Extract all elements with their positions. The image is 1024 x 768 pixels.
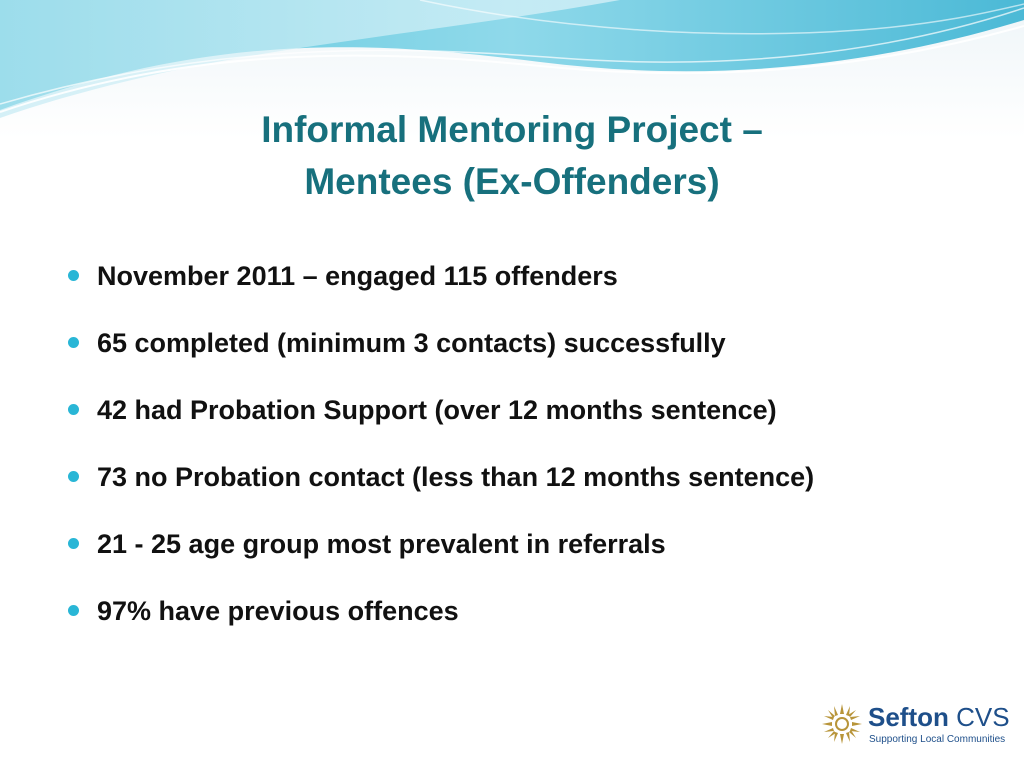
bullet-item bbox=[68, 526, 814, 593]
bullet-text: 65 completed (minimum 3 contacts) successfully bbox=[97, 328, 726, 358]
bullet-text: 21 - 25 age group most prevalent in referrals bbox=[97, 529, 666, 559]
sefton-cvs-logo bbox=[822, 702, 1012, 752]
logo-name-suffix: CVS bbox=[956, 702, 1010, 732]
bullet-item bbox=[68, 392, 814, 459]
bullet-text: 42 had Probation Support (over 12 months sentence) bbox=[97, 395, 777, 425]
bullet-item bbox=[68, 258, 814, 325]
sunburst-icon bbox=[822, 704, 862, 744]
bullet-text: 73 no Probation contact (less than 12 months sentence) bbox=[97, 462, 815, 492]
logo-wordmark bbox=[868, 702, 1010, 732]
slide-title bbox=[0, 104, 1024, 208]
bullet-marker-icon bbox=[68, 337, 79, 348]
bullet-item bbox=[68, 459, 814, 526]
bullet-text: 97% have previous offences bbox=[97, 596, 459, 626]
bullet-item bbox=[68, 325, 814, 392]
title-line-2: Mentees (Ex-Offenders) bbox=[304, 161, 720, 202]
bullet-marker-icon bbox=[68, 404, 79, 415]
logo-name: Sefton bbox=[868, 702, 949, 732]
bullet-marker-icon bbox=[68, 538, 79, 549]
bullet-text: November 2011 – engaged 115 offenders bbox=[97, 261, 618, 291]
bullet-marker-icon bbox=[68, 471, 79, 482]
bullet-marker-icon bbox=[68, 270, 79, 281]
logo-tagline: Supporting Local Communities bbox=[869, 734, 1006, 745]
bullet-item bbox=[68, 593, 814, 660]
title-line-1: Informal Mentoring Project – bbox=[261, 109, 763, 150]
bullet-marker-icon bbox=[68, 605, 79, 616]
bullet-list bbox=[68, 258, 814, 660]
